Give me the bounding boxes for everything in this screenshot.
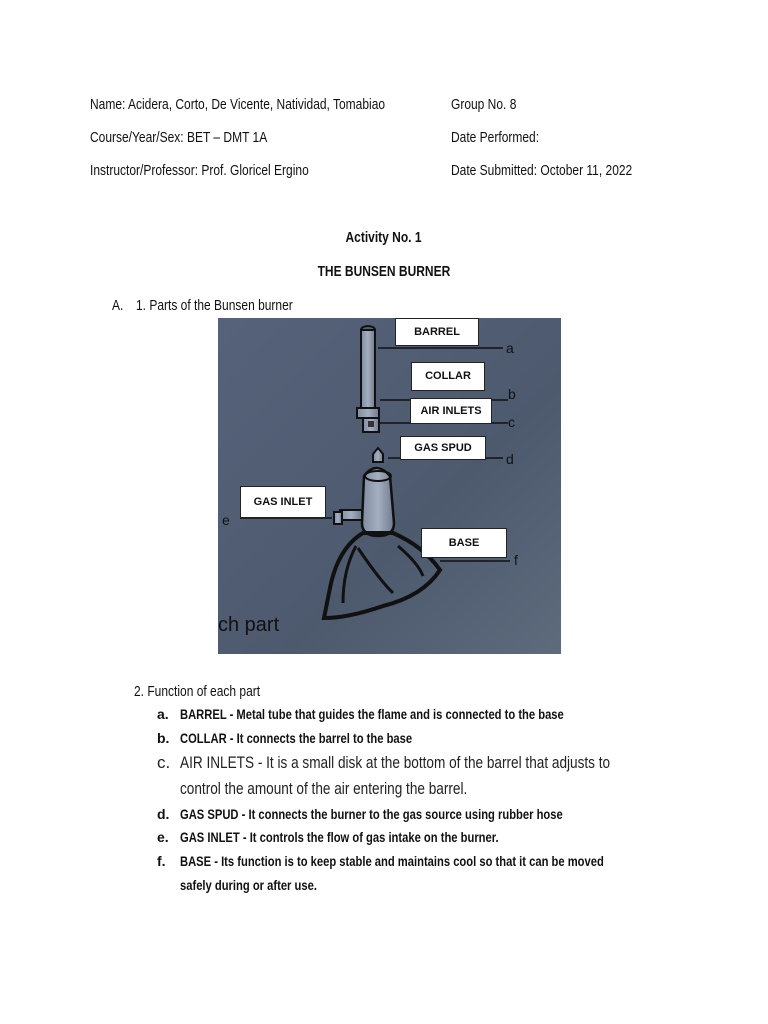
group-number: Group No. 8: [451, 96, 517, 113]
pointer-letter-a: a: [506, 340, 514, 356]
item-marker: d.: [157, 806, 170, 822]
item-text: GAS SPUD - It connects the burner to the gas source using rubber hose: [180, 806, 563, 822]
caption-fragment: ch part: [218, 614, 280, 636]
item-marker: b.: [157, 730, 170, 746]
item-text-continued: control the amount of the air entering the barrel.: [180, 779, 468, 798]
instructor: Instructor/Professor: Prof. Gloricel Ergino: [90, 162, 309, 179]
section-letter: A.: [112, 297, 124, 314]
pointer-letter-f: f: [514, 552, 518, 568]
pointer-letter-b: b: [508, 386, 516, 402]
item-marker: e.: [157, 829, 169, 845]
item-marker: a.: [157, 706, 169, 722]
bunsen-burner-diagram: [218, 318, 561, 654]
pointer-letter-c: c: [508, 414, 515, 430]
activity-number-text: Activity No. 1: [345, 229, 423, 246]
item-text: BARREL - Metal tube that guides the flame and is connected to the base: [180, 706, 564, 722]
section-a-heading: [112, 297, 332, 314]
functions-heading-text: 2. Function of each part: [134, 683, 261, 700]
item-text: BASE - Its function is to keep stable and maintains cool so that it can be moved: [180, 853, 604, 869]
label-barrel: BARREL: [395, 318, 479, 346]
date-submitted: Date Submitted: October 11, 2022: [451, 162, 633, 179]
date-performed: Date Performed:: [451, 129, 540, 146]
label-air-inlets: AIR INLETS: [410, 398, 492, 424]
item-text: COLLAR - It connects the barrel to the base: [180, 730, 413, 746]
functions-heading: [134, 683, 292, 700]
pointer-letter-d: d: [506, 451, 514, 467]
label-gas-spud: GAS SPUD: [400, 436, 486, 460]
item-text: AIR INLETS - It is a small disk at the bottom of the barrel that adjusts to: [180, 753, 611, 772]
item-marker: f.: [157, 853, 166, 869]
item-marker: c.: [157, 753, 171, 772]
student-names: Name: Acidera, Corto, De Vicente, Natividad, Tomabiao: [90, 96, 386, 113]
activity-title-text: THE BUNSEN BURNER: [317, 263, 451, 280]
label-gas-inlet: GAS INLET: [240, 486, 326, 518]
section-a-text: 1. Parts of the Bunsen burner: [136, 297, 294, 314]
item-text-continued: safely during or after use.: [180, 877, 317, 893]
item-text: GAS INLET - It controls the flow of gas intake on the burner.: [180, 829, 499, 845]
label-collar: COLLAR: [411, 362, 485, 391]
course-year-sex: Course/Year/Sex: BET – DMT 1A: [90, 129, 268, 146]
activity-title: [0, 263, 768, 280]
pointer-letter-e: e: [222, 512, 230, 528]
label-base: BASE: [421, 528, 507, 558]
activity-number: [0, 229, 768, 246]
